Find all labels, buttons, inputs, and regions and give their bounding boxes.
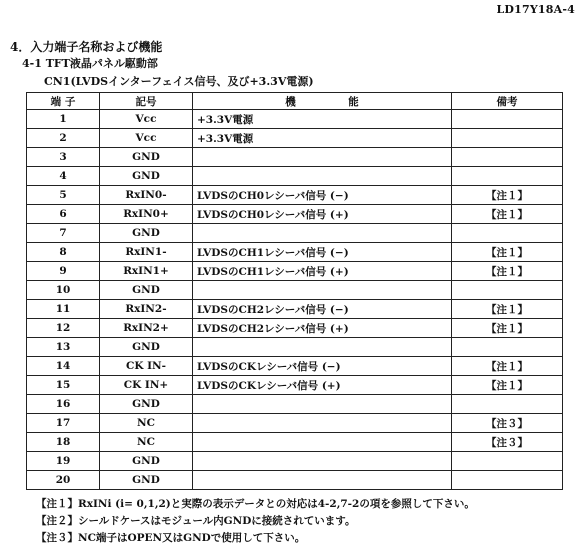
header-function: 機 能 <box>193 93 452 110</box>
header-signal: 記号 <box>100 93 193 110</box>
note-cell <box>452 395 563 414</box>
table-row <box>27 452 563 471</box>
pin-cell: 11 <box>27 300 100 319</box>
subsection-title: 4-1 TFT液晶パネル駆動部 <box>22 57 158 70</box>
pin-cell: 10 <box>27 281 100 300</box>
table-header-row <box>27 93 563 110</box>
pin-cell: 14 <box>27 357 100 376</box>
function-cell: LVDSのCH1レシーバ信号 (+) <box>193 262 452 281</box>
signal-cell: RxIN1- <box>100 243 193 262</box>
signal-cell: RxIN2+ <box>100 319 193 338</box>
signal-cell: RxIN0- <box>100 186 193 205</box>
function-cell: LVDSのCH0レシーバ信号 (+) <box>193 205 452 224</box>
signal-cell: NC <box>100 414 193 433</box>
signal-cell: NC <box>100 433 193 452</box>
pin-cell: 15 <box>27 376 100 395</box>
pin-cell: 20 <box>27 471 100 490</box>
table-row <box>27 376 563 395</box>
note-cell: 【注１】 <box>452 205 563 224</box>
function-cell <box>193 395 452 414</box>
note-cell <box>452 224 563 243</box>
pin-cell: 12 <box>27 319 100 338</box>
pin-cell: 8 <box>27 243 100 262</box>
function-cell: LVDSのCH2レシーバ信号 (−) <box>193 300 452 319</box>
table-row <box>27 129 563 148</box>
note-cell <box>452 281 563 300</box>
signal-cell: RxIN0+ <box>100 205 193 224</box>
table-body <box>27 110 563 490</box>
signal-cell: GND <box>100 471 193 490</box>
table-row <box>27 300 563 319</box>
pin-cell: 18 <box>27 433 100 452</box>
note-cell <box>452 129 563 148</box>
pin-cell: 3 <box>27 148 100 167</box>
signal-cell: GND <box>100 338 193 357</box>
document-id: LD17Y18A-4 <box>496 3 575 16</box>
pin-cell: 13 <box>27 338 100 357</box>
note-cell: 【注１】 <box>452 186 563 205</box>
signal-cell: RxIN2- <box>100 300 193 319</box>
function-cell: LVDSのCH0レシーバ信号 (−) <box>193 186 452 205</box>
table-row <box>27 205 563 224</box>
signal-cell: Vcc <box>100 129 193 148</box>
note-2: 【注２】シールドケースはモジュール内GNDに接続されています。 <box>36 515 356 527</box>
signal-cell: CK IN+ <box>100 376 193 395</box>
table-row <box>27 433 563 452</box>
note-cell <box>452 148 563 167</box>
function-cell <box>193 167 452 186</box>
function-cell <box>193 414 452 433</box>
table-row <box>27 224 563 243</box>
signal-cell: GND <box>100 395 193 414</box>
note-cell: 【注１】 <box>452 319 563 338</box>
function-cell <box>193 281 452 300</box>
function-cell: +3.3V電源 <box>193 110 452 129</box>
pin-cell: 2 <box>27 129 100 148</box>
note-cell <box>452 338 563 357</box>
function-cell <box>193 471 452 490</box>
function-cell <box>193 338 452 357</box>
note-cell: 【注１】 <box>452 376 563 395</box>
pin-cell: 1 <box>27 110 100 129</box>
table-row <box>27 243 563 262</box>
connector-title: CN1(LVDSインターフェイス信号、及び+3.3V電源) <box>44 75 314 88</box>
pin-cell: 4 <box>27 167 100 186</box>
signal-cell: GND <box>100 148 193 167</box>
function-cell: LVDSのCH1レシーバ信号 (−) <box>193 243 452 262</box>
signal-cell: CK IN- <box>100 357 193 376</box>
pin-cell: 6 <box>27 205 100 224</box>
function-cell: LVDSのCKレシーバ信号 (−) <box>193 357 452 376</box>
table-row <box>27 110 563 129</box>
signal-cell: GND <box>100 452 193 471</box>
signal-cell: Vcc <box>100 110 193 129</box>
table-row <box>27 148 563 167</box>
function-cell: LVDSのCH2レシーバ信号 (+) <box>193 319 452 338</box>
table-row <box>27 414 563 433</box>
table-row <box>27 281 563 300</box>
pin-cell: 7 <box>27 224 100 243</box>
table-row <box>27 262 563 281</box>
header-note: 備考 <box>452 93 563 110</box>
function-cell <box>193 224 452 243</box>
table-row <box>27 167 563 186</box>
signal-cell: GND <box>100 281 193 300</box>
signal-cell: RxIN1+ <box>100 262 193 281</box>
pin-cell: 9 <box>27 262 100 281</box>
note-cell <box>452 110 563 129</box>
pin-cell: 17 <box>27 414 100 433</box>
table-row <box>27 395 563 414</box>
note-cell: 【注３】 <box>452 414 563 433</box>
pin-cell: 16 <box>27 395 100 414</box>
note-cell <box>452 452 563 471</box>
note-cell: 【注１】 <box>452 357 563 376</box>
signal-cell: GND <box>100 224 193 243</box>
function-cell <box>193 433 452 452</box>
pin-table <box>26 92 563 490</box>
function-cell: +3.3V電源 <box>193 129 452 148</box>
note-1: 【注１】RxINi (i= 0,1,2)と実際の表示データとの対応は4-2,7-2の項を参照して下さい。 <box>36 498 475 510</box>
table-row <box>27 338 563 357</box>
note-cell: 【注１】 <box>452 243 563 262</box>
table-row <box>27 471 563 490</box>
function-cell <box>193 452 452 471</box>
pin-cell: 5 <box>27 186 100 205</box>
note-cell: 【注１】 <box>452 262 563 281</box>
function-cell <box>193 148 452 167</box>
table-row <box>27 319 563 338</box>
section-title: 4．入力端子名称および機能 <box>10 40 163 54</box>
note-cell <box>452 471 563 490</box>
pin-cell: 19 <box>27 452 100 471</box>
header-pin: 端 子 <box>27 93 100 110</box>
note-3: 【注３】NC端子はOPEN又はGNDで使用して下さい。 <box>36 532 306 544</box>
notes <box>36 496 475 547</box>
signal-cell: GND <box>100 167 193 186</box>
table-row <box>27 357 563 376</box>
note-cell <box>452 167 563 186</box>
note-cell: 【注１】 <box>452 300 563 319</box>
table-row <box>27 186 563 205</box>
note-cell: 【注３】 <box>452 433 563 452</box>
function-cell: LVDSのCKレシーバ信号 (+) <box>193 376 452 395</box>
